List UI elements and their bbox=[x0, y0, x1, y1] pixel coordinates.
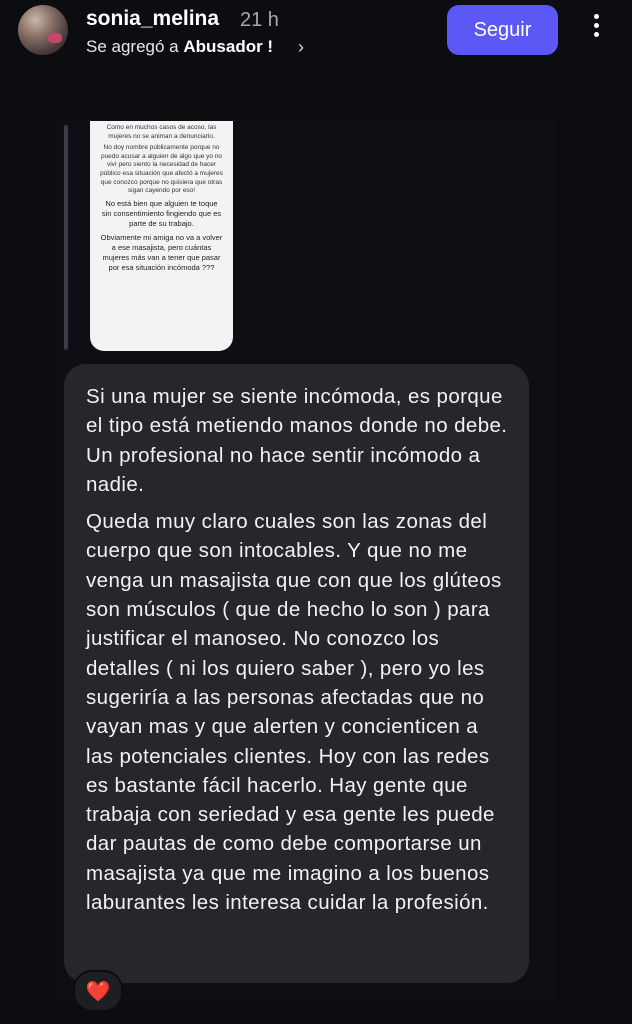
heart-reaction-icon[interactable]: ❤️ bbox=[73, 970, 123, 1012]
highlight-name[interactable]: Abusador ! bbox=[183, 37, 274, 56]
story-text: Obviamente mi amiga no va a volver a ese masajista, pero cuántas mujeres más van a tener que pasar por esa situación incómoda ??? bbox=[100, 232, 223, 272]
story-header bbox=[0, 0, 632, 64]
quoted-story-image[interactable] bbox=[90, 121, 233, 351]
post-time: 21 h bbox=[240, 9, 279, 31]
more-options-icon[interactable] bbox=[588, 14, 604, 44]
username[interactable]: sonia_melina bbox=[86, 7, 220, 30]
story-text: No está bien que alguien te toque sin consentimiento fingiendo que es parte de su trabajo. bbox=[101, 198, 222, 228]
follow-button[interactable]: Seguir bbox=[447, 5, 558, 55]
chevron-right-icon[interactable]: › bbox=[298, 37, 304, 57]
subline-prefix: Se agregó a bbox=[86, 37, 179, 56]
highlight-subline[interactable] bbox=[86, 37, 273, 57]
message-bubble[interactable] bbox=[64, 364, 529, 983]
message-paragraph: Queda muy claro cuales son las zonas del cuerpo que son intocables. Y que no me venga un masajista que con que los glúteos son músculos ( que de hecho lo son ) para justificar el manoseo. No conozco los detalles ( ni los quiero saber ), pero yo les sugeriría a las personas afectadas que no vayan mas y que alerten y concienticen a las potenciales clientes. Hoy con las redes es bastante fácil hacerlo. Hay gente que trabaja con seriedad y esa gente les puede dar pautas de como debe comportarse un masajista ya que me imagino a los buenos laburantes les interesa cuidar la profesión. bbox=[86, 510, 502, 915]
quote-divider bbox=[64, 125, 68, 350]
story-text: Como en muchos casos de acoso, las mujeres no se animan a denunciarlo. bbox=[106, 124, 217, 140]
story-text: No doy nombre públicamente porque no puedo acusar a alguien de algo que yo no viví pero siento la necesidad de hacer público esa situación que afectó a mujeres que conozco porque no quisiera que otras sigan cayendo por eso! bbox=[100, 144, 223, 195]
message-paragraph: Si una mujer se siente incómoda, es porque el tipo está metiendo manos donde no debe. Un profesional no hace sentir incómodo a nadie. bbox=[86, 385, 508, 496]
avatar[interactable] bbox=[18, 5, 68, 55]
